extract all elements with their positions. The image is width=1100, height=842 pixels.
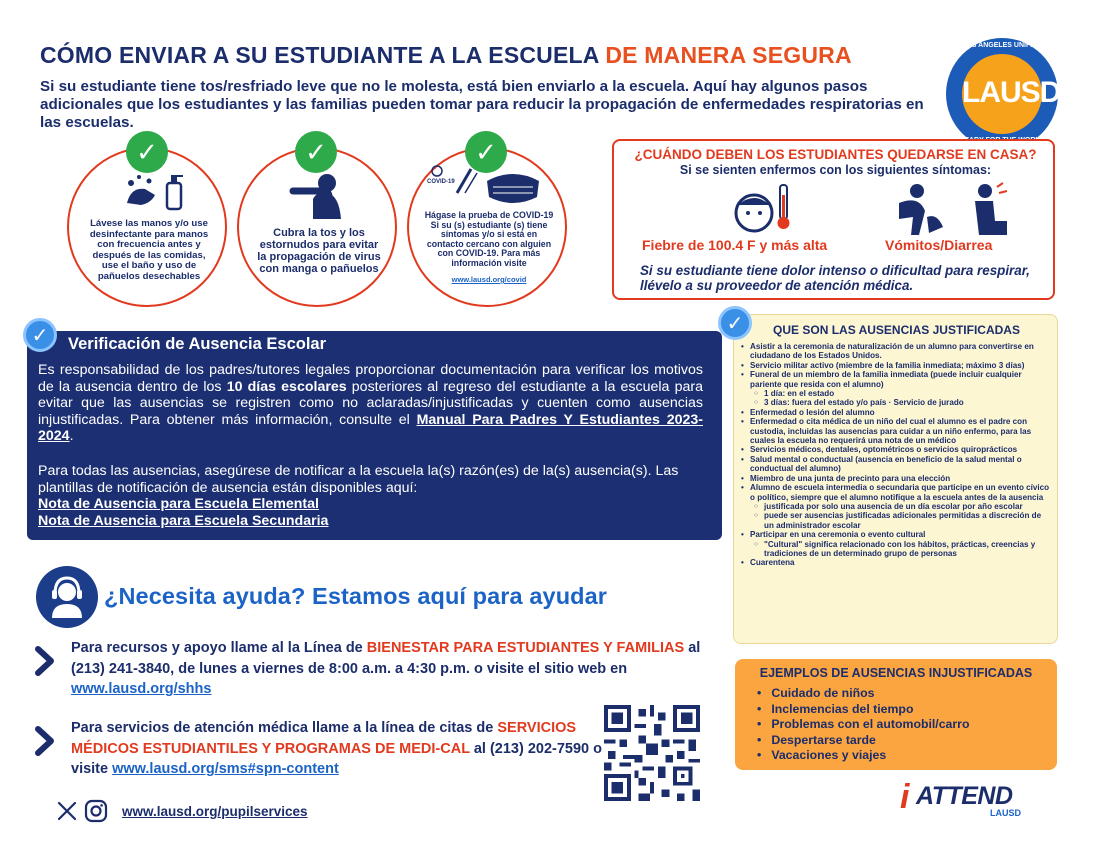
verification-p1-b: posteriores al regreso del estudiante a la escuela para evitar que las ausencias se registren como no aclaradas/injustificadas y cuenten como ausencias injustificadas. Para obtener más información, consulte el [38, 378, 703, 428]
vomit-label: Vómitos/Diarrea [885, 237, 993, 253]
chevron-right-icon [34, 726, 56, 756]
unjustified-title: EJEMPLOS DE AUSENCIAS INJUSTIFICADAS [759, 666, 1033, 680]
verification-p2-text: Para todas las ausencias, asegúrese de notificar a la escuela la(s) razón(es) de la(s) ausencia(s). Las plantillas de notificación de ausencia están disponibles aquí: [38, 463, 679, 496]
instagram-icon[interactable] [84, 799, 108, 823]
check-icon: ✓ [465, 131, 507, 173]
iattend-i: i [900, 778, 910, 816]
check-icon: ✓ [295, 131, 337, 173]
wellness-line-info [71, 638, 721, 700]
justified-item: • Funeral de un miembro de la familia inmediata (puede incluir cualquier pariente que resida con el alumno) [740, 370, 1052, 389]
check-icon: ✓ [126, 131, 168, 173]
medical-highlight: SERVICIOS MÉDICOS ESTUDIANTILES Y PROGRAMAS DE MEDI-CAL [71, 720, 577, 757]
justified-item: • Alumno de escuela intermedia o secundaria que participe en un evento cívico o político, siempre que el alumno notifique a la escuela antes de la ausencia [740, 483, 1052, 502]
unjustified-item: • Cuidado de niños [757, 686, 1047, 702]
covid-icon-label: COVID-19 [427, 179, 455, 185]
justified-item: • Participar en una ceremonia o evento cultural [740, 530, 1052, 539]
stay-home-box [612, 139, 1055, 300]
verified-badge-icon: ✓ [718, 306, 752, 340]
justified-item: ○ 1 día: en el estado [740, 389, 1052, 398]
unjustified-item: • Vacaciones y viajes [757, 748, 1047, 764]
iattend-logo [900, 780, 1040, 820]
fever-label: Fiebre de 100.4 F y más alta [642, 237, 828, 253]
justified-absences-box [733, 314, 1058, 644]
justified-item: ○ justificada por solo una ausencia de un día escolar por año escolar [740, 502, 1052, 511]
verification-p1-bold: 10 días escolares [226, 378, 347, 395]
intro-text: Si su estudiante tiene tos/resfriado leve que no le molesta, está bien enviarlo a la escuela. Aquí hay algunos pasos adicionales que los estudiantes y las familias pueden tomar para reducir la propagación de enfermedades respiratorias en las escuelas. [40, 78, 924, 131]
justified-item: ○ 3 días: fuera del estado y/o país · Servicio de jurado [740, 398, 1052, 407]
qr-code[interactable] [604, 705, 700, 801]
medical-line-info [71, 718, 611, 780]
unjustified-absences-box [735, 659, 1057, 770]
justified-item: • Enfermedad o cita médica de un niño del cual el alumno es el padre con custodia, incluidas las ausencias para cuidar a un niño enfermo, para las cuales la escuela no requerirá una nota de un médico [740, 417, 1052, 445]
lausd-logo [946, 38, 1061, 150]
verification-p1-a: Es responsabilidad de los padres/tutores legales proporcionar documentación para verificar los motivos de la ausencia dentro de los [38, 362, 703, 395]
unjustified-item: • Inclemencias del tiempo [757, 702, 1047, 718]
secondary-absence-note-link[interactable]: Nota de Ausencia para Escuela Secundaria [38, 512, 329, 529]
logo-letters: LAUSD [962, 76, 1061, 109]
justified-title: QUE SON LAS AUSENCIAS JUSTIFICADAS [773, 323, 1020, 337]
verification-p1-end: . [69, 428, 74, 445]
medical-text-b: al (213) 202-7590 o visite [71, 740, 602, 778]
justified-item: • Salud mental o conductual (ausencia en beneficio de la salud mental o conductual del alumno) [740, 455, 1052, 474]
handwash-text: Lávese las manos y/o use desinfectante para manos con frecuencia antes y después de las comidas, use el baño y uso de pañuelos desechables [89, 218, 209, 282]
cover-cough-text: Cubra la tos y los estornudos para evitar la propagación de virus con manga o pañuelos [257, 227, 381, 275]
stay-home-subtitle: Si se sienten enfermos con los siguientes síntomas: [679, 163, 992, 177]
justified-item: • Cuarentena [740, 558, 1052, 567]
verification-paragraph-1 [38, 362, 703, 445]
title-part-2: DE MANERA SEGURA [605, 42, 852, 68]
justified-item: ○ "Cultural" significa relacionado con los hábitos, prácticas, creencias y tradiciones de un determinado grupo de personas [740, 540, 1052, 559]
iattend-lausd: LAUSD [990, 808, 1021, 818]
stay-home-note: Si su estudiante tiene dolor intenso o dificultad para respirar, llévelo a su proveedor de atención médica. [640, 263, 1030, 293]
verification-title: Verificación de Ausencia Escolar [68, 335, 327, 353]
fever-icon [726, 181, 796, 237]
sms-link[interactable]: www.lausd.org/sms#spn-content [112, 761, 339, 778]
chevron-right-icon [34, 646, 56, 676]
handbook-link[interactable]: Manual Para Padres Y Estudiantes 2023-2024 [38, 411, 703, 445]
page-title [40, 42, 852, 69]
justified-item: • Miembro de una junta de precinto para una elección [740, 474, 1052, 483]
wellness-highlight: BIENESTAR PARA ESTUDIANTES Y FAMILIAS [366, 640, 685, 656]
x-twitter-icon[interactable] [56, 800, 78, 822]
title-part-1: CÓMO ENVIAR A SU ESTUDIANTE A LA ESCUELA [40, 42, 599, 68]
vomit-diarrhea-icon [889, 183, 1013, 237]
stay-home-title: ¿CUÁNDO DEBEN LOS ESTUDIANTES QUEDARSE EN CASA? [634, 147, 1037, 162]
wellness-text-a: Para recursos y apoyo llame al la Línea de [71, 640, 367, 656]
elementary-absence-note-link[interactable]: Nota de Ausencia para Escuela Elemental [38, 496, 319, 513]
medical-text-a: Para servicios de atención médica llame a la línea de citas de [71, 720, 498, 736]
unjustified-item: • Despertarse tarde [757, 733, 1047, 749]
pupil-services-link[interactable]: www.lausd.org/pupilservices [122, 804, 308, 819]
help-title: ¿Necesita ayuda? Estamos aquí para ayudar [104, 583, 608, 609]
justified-item: • Servicios médicos, dentales, optométricos o servicios quiroprácticos [740, 445, 1052, 454]
justified-item: • Servicio militar activo (miembre de la familia inmediata; máximo 3 días) [740, 361, 1052, 370]
absence-verification-box [27, 331, 722, 540]
cough-elbow-icon [287, 171, 351, 219]
wellness-text-b: al (213) 241-3840, de lunes a viernes de 8:00 a.m. a 4:30 p.m. o visite el sitio web en [71, 640, 701, 677]
logo-ring-top: LOS ANGELES UNIFIED [962, 42, 1042, 49]
covid-text: Hágase la prueba de COVID-19 Si su (s) estudiante (s) tiene síntomas y/o si está en contacto cercano con alguien con COVID-19. Para más información visite [424, 210, 554, 268]
justified-item: • Enfermedad o lesión del alumno [740, 408, 1052, 417]
unjustified-item: • Problemas con el automobil/carro [757, 717, 1047, 733]
covid-link[interactable]: www.lausd.org/covid [451, 275, 527, 284]
shhs-link[interactable]: www.lausd.org/shhs [71, 681, 212, 698]
justified-item: • Asistir a la ceremonia de naturalización de un alumno para convertirse en ciudadano de los Estados Unidos. [740, 342, 1052, 361]
justified-list [740, 342, 1052, 568]
handwash-icon [121, 169, 187, 215]
justified-item: ○ puede ser ausencias justificadas adicionales permitidas a discreción de un administrador escolar [740, 511, 1052, 530]
verification-paragraph-2 [38, 463, 703, 529]
headset-support-icon [36, 566, 98, 628]
logo-inner [962, 54, 1061, 134]
unjustified-list [757, 686, 1047, 764]
iattend-word: ATTEND [916, 782, 1013, 810]
verified-badge-icon: ✓ [23, 318, 57, 352]
